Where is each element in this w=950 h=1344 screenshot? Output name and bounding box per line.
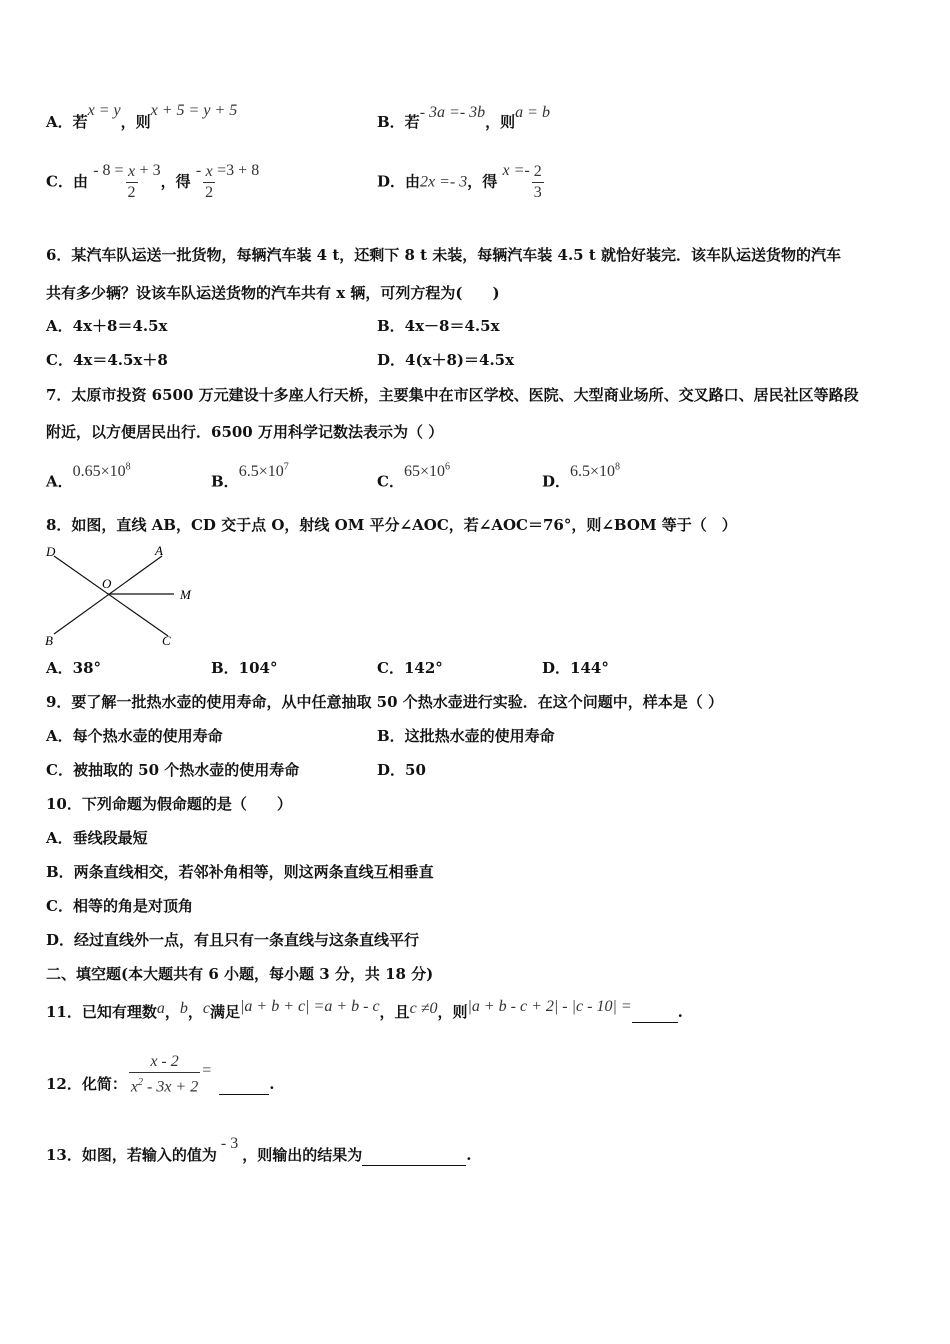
q5-c-fraction2: [203, 162, 215, 203]
q11-sep1: ，: [164, 1003, 180, 1021]
q11-answer-blank[interactable]: [632, 1002, 678, 1023]
q5-option-c: [46, 162, 259, 203]
q7-line1: 7．太原市投资 6500 万元建设十多座人行天桥，主要集中在市区学校、医院、大型商业场所、交叉路口、居民社区等路段: [46, 386, 859, 404]
q12-den-exp: 2: [137, 1077, 143, 1088]
q5-option-a: [46, 102, 238, 133]
label-a: A: [155, 543, 163, 558]
q7-option-d: [542, 462, 621, 492]
q13-post: ，则输出的结果为: [242, 1146, 363, 1164]
label-d: D: [46, 544, 56, 559]
q5-a-label: A．若: [46, 113, 88, 131]
q11-cond2: c ≠0: [409, 1000, 438, 1017]
q7-option-b: [211, 462, 289, 492]
q7-a-label: A．: [46, 472, 73, 491]
q5-d-fraction2: [532, 162, 544, 203]
q5-c-mid: + 3: [139, 161, 161, 179]
q5-c-pre2: -: [195, 161, 202, 179]
q9-line1: 9．要了解一批热水壶的使用寿命，从中任意抽取 50 个热水壶进行实验．在这个问题中，样本是（ ）: [46, 693, 723, 711]
q11-pre: 11．已知有理数: [46, 1003, 157, 1021]
q12-fraction: [129, 1052, 200, 1097]
q5-c-den: 2: [127, 184, 136, 201]
q5-d-den2: 3: [533, 184, 542, 201]
q8-option-d: D．144°: [542, 659, 609, 677]
q7-b-value: [239, 463, 289, 480]
q6-line1: 6．某汽车队运送一批货物，每辆汽车装 4 t，还剩下 8 t 未装，每辆汽车装 4.5 t 就恰好装完．该车队运送货物的汽车: [46, 246, 841, 264]
q9-option-d: D．50: [377, 761, 426, 779]
q6-line2: 共有多少辆？设该车队运送货物的汽车共有 x 辆，可列方程为( ): [46, 284, 500, 302]
q7-d-exp: 8: [615, 462, 621, 473]
q7-a-value: [73, 463, 131, 480]
q7-option-c: [377, 462, 450, 492]
q12-pre: 12．化简：: [46, 1075, 127, 1093]
q12-eq: =: [202, 1062, 212, 1079]
q12-num: x - 2: [129, 1052, 200, 1073]
q5-b-expr1: - 3a =- 3b: [419, 104, 486, 121]
q7-b-label: B．: [211, 472, 239, 491]
q11-cond1: |a + b + c| =a + b - c: [240, 998, 380, 1015]
q8-line1: 8．如图，直线 AB，CD 交于点 O，射线 OM 平分∠AOC，若∠AOC＝76°，则∠BOM 等于（ ）: [46, 516, 737, 534]
q7-b-exp: 7: [283, 462, 289, 473]
q12-end: .: [269, 1075, 275, 1093]
q5-a-expr1: x = y: [87, 102, 121, 119]
q5-c-then: ，得: [160, 172, 191, 191]
q11-v3: c: [202, 1000, 211, 1017]
q7-d-base: 6.5×10: [570, 463, 616, 481]
q13-end: .: [466, 1146, 472, 1164]
q5-c-post2: =3 + 8: [217, 161, 260, 179]
q7-option-a: [46, 462, 131, 492]
q8-option-b: B．104°: [211, 659, 278, 677]
q13-line: [46, 1135, 472, 1166]
section-title: 二、填空题(本大题共有 6 小题，每小题 3 分，共 18 分): [46, 965, 434, 983]
q5-option-b: [377, 104, 550, 133]
label-m: M: [180, 587, 191, 602]
q13-pre: 13．如图，若输入的值为: [46, 1146, 217, 1164]
label-o: O: [102, 576, 112, 591]
q5-d-then: ，得: [467, 172, 498, 191]
q8-option-c: C．142°: [377, 659, 443, 677]
q10-option-b: B．两条直线相交，若邻补角相等，则这两条直线互相垂直: [46, 863, 434, 881]
q11-mid: 满足: [210, 1003, 241, 1021]
q8-option-a: A．38°: [46, 659, 102, 677]
q11-v2: b: [179, 1000, 188, 1017]
q8-figure: [40, 542, 210, 650]
q6-option-c: C．4x＝4.5x＋8: [46, 351, 168, 369]
q6-option-b: B．4x－8＝4.5x: [377, 317, 500, 335]
q6-option-d: D．4(x＋8)＝4.5x: [377, 351, 515, 369]
q11-v1: a: [156, 1000, 165, 1017]
q10-option-c: C．相等的角是对顶角: [46, 897, 193, 915]
q5-d-expr1: 2x =- 3: [420, 173, 468, 191]
q9-option-b: B．这批热水壶的使用寿命: [377, 727, 555, 745]
q7-d-label: D．: [542, 472, 571, 491]
q13-answer-blank[interactable]: [362, 1145, 466, 1166]
label-b: B: [45, 633, 53, 648]
q7-d-value: [570, 463, 620, 480]
q5-a-then: ，则: [120, 113, 151, 131]
q12-den-b: - 3x + 2: [142, 1078, 199, 1096]
q7-c-base: 65×10: [403, 463, 445, 481]
q5-d-label: D．由: [377, 172, 421, 191]
q5-d-num2: 2: [532, 162, 544, 183]
q5-c-den2: 2: [205, 184, 214, 201]
q12-den-a: x: [130, 1078, 138, 1096]
q5-c-fraction: [126, 162, 138, 203]
q5-b-expr2: a = b: [515, 104, 550, 121]
q7-line2: 附近，以方便居民出行．6500 万用科学记数法表示为（ ）: [46, 423, 444, 441]
q11-sep2: ，: [187, 1003, 203, 1021]
q7-a-base: 0.65×10: [72, 463, 126, 481]
q12-answer-blank[interactable]: [219, 1074, 269, 1095]
q5-c-num: x: [126, 162, 138, 183]
q5-b-then: ，则: [485, 113, 516, 131]
q11-then: ，则: [437, 1003, 468, 1021]
q6-option-a: A．4x＋8＝4.5x: [46, 317, 168, 335]
q10-option-d: D．经过直线外一点，有且只有一条直线与这条直线平行: [46, 931, 420, 949]
q7-a-exp: 8: [125, 462, 131, 473]
q10-line1: 10．下列命题为假命题的是（ ）: [46, 795, 292, 813]
q11-line: [46, 998, 683, 1023]
q5-option-d: [377, 162, 546, 203]
q5-a-expr2: x + 5 = y + 5: [150, 102, 238, 119]
q7-c-label: C．: [377, 472, 404, 491]
q5-d-pre2: x =-: [502, 161, 530, 179]
q7-c-exp: 6: [444, 462, 450, 473]
q13-val: - 3: [220, 1135, 239, 1152]
q7-c-value: [404, 463, 450, 480]
q5-c-num2: x: [203, 162, 215, 183]
q11-expr: |a + b - c + 2| - |c - 10| =: [467, 998, 632, 1015]
q7-b-base: 6.5×10: [238, 463, 284, 481]
q11-end: .: [677, 1003, 683, 1021]
line-dc: [54, 556, 168, 636]
q5-b-label: B．若: [377, 113, 420, 131]
q5-c-label: C．由: [46, 172, 88, 191]
q11-and: ，且: [379, 1003, 410, 1021]
label-c: C: [162, 633, 171, 648]
q9-option-a: A．每个热水壶的使用寿命: [46, 727, 223, 745]
q9-option-c: C．被抽取的 50 个热水壶的使用寿命: [46, 761, 300, 779]
q12-den: [129, 1073, 200, 1097]
q10-option-a: A．垂线段最短: [46, 829, 148, 847]
q5-c-pre: - 8 =: [93, 161, 124, 179]
q12-line: [46, 1052, 274, 1097]
